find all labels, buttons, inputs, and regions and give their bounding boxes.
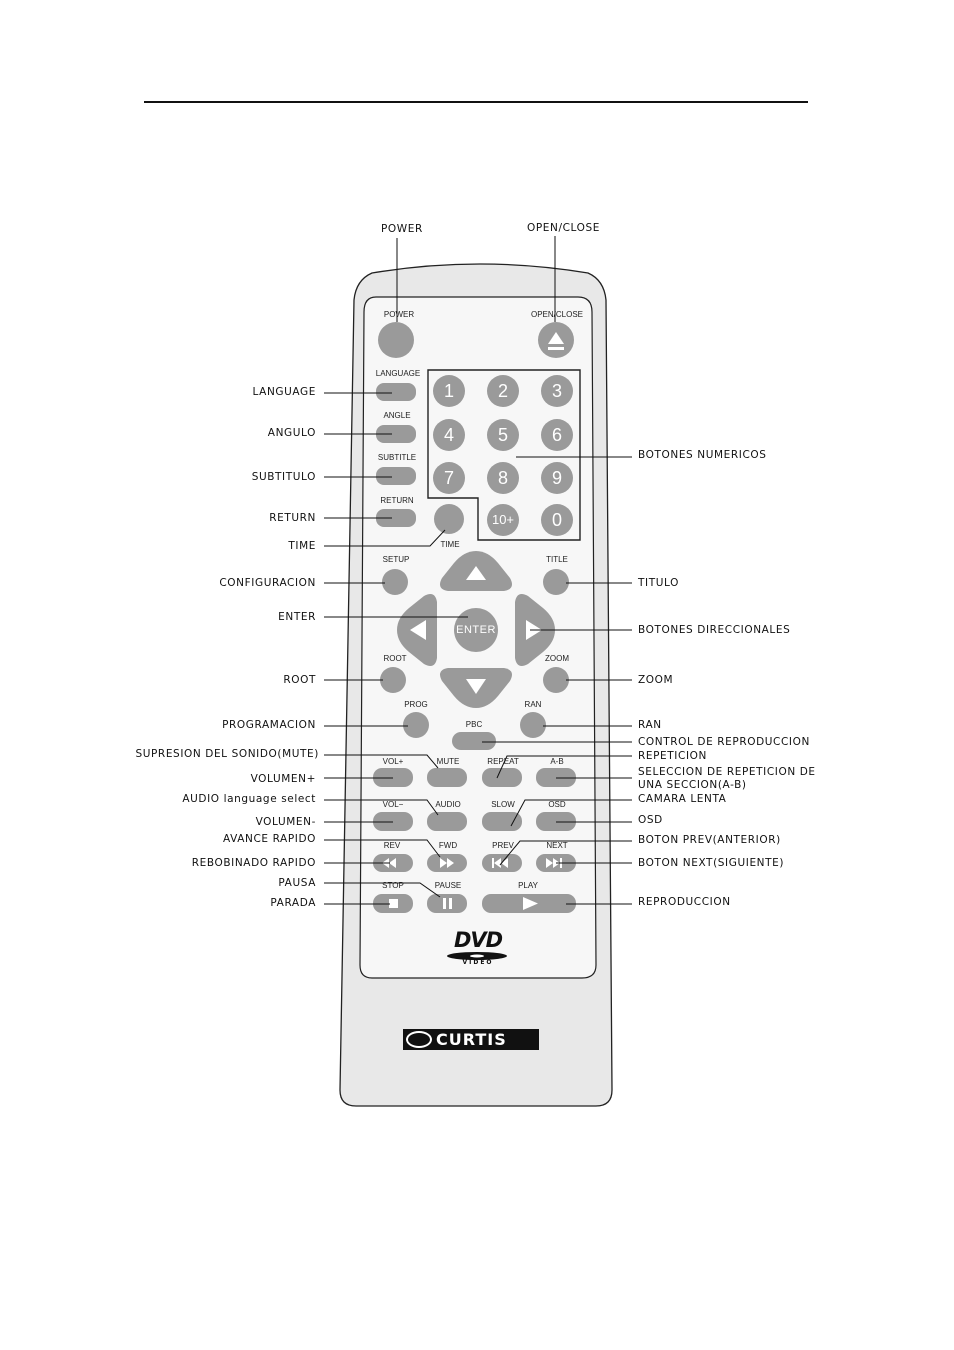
remote-text-stop: STOP bbox=[382, 881, 404, 890]
number-label-8: 8 bbox=[497, 468, 509, 488]
remote-text-ab: A-B bbox=[550, 757, 564, 766]
pause-button[interactable] bbox=[427, 894, 467, 913]
label-subtitulo: SUBTITULO bbox=[251, 471, 316, 483]
number-label-5: 5 bbox=[497, 425, 509, 445]
curtis-logo bbox=[403, 1029, 539, 1050]
number-label-10plus: 10+ bbox=[491, 512, 515, 527]
audio-button[interactable] bbox=[427, 812, 467, 831]
remote-text-ran: RAN bbox=[524, 700, 542, 709]
power-button[interactable] bbox=[378, 322, 414, 358]
label-mute: SUPRESION DEL SONIDO(MUTE) bbox=[135, 748, 319, 760]
remote-text-root: ROOT bbox=[383, 654, 407, 663]
label-numericos: BOTONES NUMERICOS bbox=[638, 449, 767, 461]
language-button[interactable] bbox=[376, 383, 416, 401]
ran-button[interactable] bbox=[520, 712, 546, 738]
label-prev: BOTON PREV(ANTERIOR) bbox=[638, 834, 781, 846]
label-ran: RAN bbox=[638, 719, 662, 731]
number-label-1: 1 bbox=[443, 381, 455, 401]
label-return: RETURN bbox=[269, 512, 316, 524]
label-avance: AVANCE RAPIDO bbox=[223, 833, 316, 845]
slow-button[interactable] bbox=[482, 812, 522, 831]
number-label-2: 2 bbox=[497, 381, 509, 401]
label-osd: OSD bbox=[638, 814, 663, 826]
remote-text-zoom: ZOOM bbox=[545, 654, 569, 663]
remote-text-audio: AUDIO bbox=[435, 800, 461, 809]
number-label-4: 4 bbox=[443, 425, 455, 445]
label-open-close: OPEN/CLOSE bbox=[527, 222, 600, 234]
label-angulo: ANGULO bbox=[267, 427, 316, 439]
time-button[interactable] bbox=[434, 504, 464, 534]
label-audio: AUDIO language select bbox=[182, 793, 316, 805]
remote-text-return: RETURN bbox=[380, 496, 414, 505]
remote-text-slow: SLOW bbox=[491, 800, 515, 809]
label-titulo: TITULO bbox=[638, 577, 679, 589]
remote-text-angle: ANGLE bbox=[383, 411, 411, 420]
label-volumen-minus: VOLUMEN- bbox=[255, 816, 316, 828]
remote-text-fwd: FWD bbox=[438, 841, 458, 850]
remote-text-play: PLAY bbox=[518, 881, 538, 890]
zoom-button[interactable] bbox=[543, 667, 569, 693]
remote-text-pause: PAUSE bbox=[434, 881, 462, 890]
remote-text-prev: PREV bbox=[492, 841, 514, 850]
curtis-logo-text: CURTIS bbox=[436, 1030, 507, 1049]
number-label-0: 0 bbox=[551, 510, 563, 530]
label-programacion: PROGRAMACION bbox=[222, 719, 316, 731]
label-direccionales: BOTONES DIRECCIONALES bbox=[638, 624, 791, 636]
curtis-c-icon bbox=[406, 1031, 432, 1048]
mute-button[interactable] bbox=[427, 768, 467, 787]
number-label-7: 7 bbox=[443, 468, 455, 488]
setup-button[interactable] bbox=[382, 569, 408, 595]
remote-text-prog: PROG bbox=[404, 700, 428, 709]
number-label-9: 9 bbox=[551, 468, 563, 488]
subtitle-button[interactable] bbox=[376, 467, 416, 485]
remote-text-vol-plus: VOL+ bbox=[382, 757, 404, 766]
remote-text-time: TIME bbox=[440, 540, 460, 549]
label-parada: PARADA bbox=[270, 897, 316, 909]
enter-label: ENTER bbox=[456, 624, 496, 636]
label-volumen-plus: VOLUMEN+ bbox=[250, 773, 316, 785]
number-label-6: 6 bbox=[551, 425, 563, 445]
label-seleccion-1: SELECCION DE REPETICION DE bbox=[638, 766, 816, 778]
label-language: LANGUAGE bbox=[252, 386, 316, 398]
label-next: BOTON NEXT(SIGUIENTE) bbox=[638, 857, 785, 869]
label-reproduccion: REPRODUCCION bbox=[638, 896, 731, 908]
remote-text-osd: OSD bbox=[548, 800, 566, 809]
title-button[interactable] bbox=[543, 569, 569, 595]
label-pausa: PAUSA bbox=[278, 877, 316, 889]
label-zoom: ZOOM bbox=[638, 674, 674, 686]
remote-text-open-close: OPEN/CLOSE bbox=[530, 310, 584, 319]
remote-text-next: NEXT bbox=[546, 841, 568, 850]
repeat-button[interactable] bbox=[482, 768, 522, 787]
remote-text-language: LANGUAGE bbox=[375, 369, 421, 378]
remote-text-mute: MUTE bbox=[436, 757, 460, 766]
remote-text-power: POWER bbox=[383, 310, 415, 319]
label-power: POWER bbox=[381, 223, 423, 235]
prog-button[interactable] bbox=[403, 712, 429, 738]
label-configuracion: CONFIGURACION bbox=[219, 577, 316, 589]
pbc-button[interactable] bbox=[452, 732, 496, 750]
label-repeticion: REPETICION bbox=[638, 750, 707, 762]
label-camara: CAMARA LENTA bbox=[638, 793, 727, 805]
remote-text-vol-minus: VOL− bbox=[382, 800, 404, 809]
remote-text-subtitle: SUBTITLE bbox=[377, 453, 417, 462]
label-seleccion-2: UNA SECCION(A-B) bbox=[638, 779, 747, 791]
dvd-logo bbox=[446, 929, 510, 967]
remote-text-repeat: REPEAT bbox=[487, 757, 519, 766]
number-label-3: 3 bbox=[551, 381, 563, 401]
label-rebobinado: REBOBINADO RAPIDO bbox=[191, 857, 316, 869]
dvd-video-text: VIDEO bbox=[462, 959, 494, 966]
remote-text-pbc: PBC bbox=[465, 720, 483, 729]
label-time: TIME bbox=[288, 540, 316, 552]
label-root: ROOT bbox=[283, 674, 316, 686]
remote-text-title: TITLE bbox=[546, 555, 568, 564]
remote-text-setup: SETUP bbox=[382, 555, 410, 564]
stop-icon bbox=[389, 899, 398, 908]
root-button[interactable] bbox=[380, 667, 406, 693]
label-enter: ENTER bbox=[278, 611, 316, 623]
remote-text-rev: REV bbox=[383, 841, 401, 850]
label-control: CONTROL DE REPRODUCCION bbox=[638, 736, 810, 748]
dvd-logo-text: DVD bbox=[453, 928, 503, 952]
